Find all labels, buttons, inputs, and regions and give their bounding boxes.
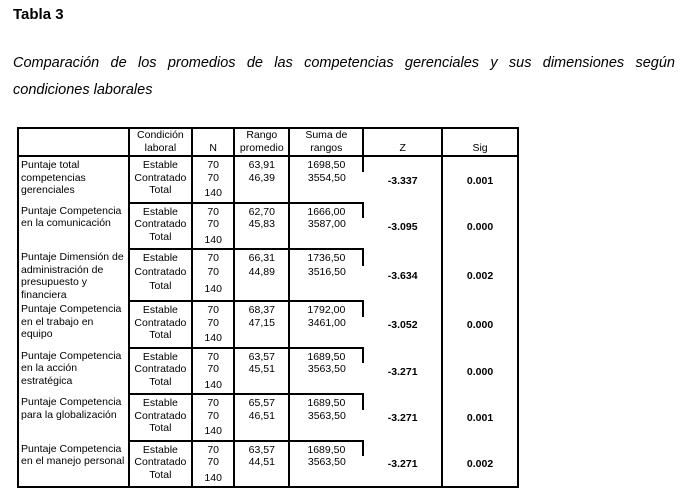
condition-cell: Total xyxy=(129,280,193,301)
rank-sum-cell: 1689,50 xyxy=(289,348,363,364)
results-table xyxy=(17,127,519,488)
z-value: -3.052 xyxy=(363,301,442,348)
condition-cell: Contratado xyxy=(129,363,193,376)
n-cell: 70 xyxy=(192,249,234,266)
condition-cell: Total xyxy=(129,184,193,203)
rank-sum-cell: 1689,50 xyxy=(289,394,363,410)
n-cell: 140 xyxy=(192,280,234,301)
table-row xyxy=(18,156,518,172)
table-row xyxy=(18,394,518,410)
table-row xyxy=(18,203,518,219)
n-cell: 70 xyxy=(192,348,234,364)
n-cell: 70 xyxy=(192,172,234,185)
rank-mean-cell: 68,37 xyxy=(234,301,289,317)
condition-cell: Estable xyxy=(129,301,193,317)
rank-sum-cell: 1792,00 xyxy=(289,301,363,317)
condition-cell: Estable xyxy=(129,249,193,266)
n-cell: 140 xyxy=(192,469,234,488)
rank-mean-cell: 66,31 xyxy=(234,249,289,266)
header-dimension xyxy=(18,128,129,156)
z-value: -3.337 xyxy=(363,156,442,203)
condition-cell: Contratado xyxy=(129,266,193,280)
n-cell: 70 xyxy=(192,203,234,219)
sig-value: 0.000 xyxy=(466,365,494,378)
condition-cell: Contratado xyxy=(129,317,193,330)
rank-mean-cell: 62,70 xyxy=(234,203,289,219)
condition-cell: Contratado xyxy=(129,456,193,469)
rank-mean-cell: 45,51 xyxy=(234,363,289,376)
n-cell: 70 xyxy=(192,410,234,423)
dimension-label: Puntaje total competencias gerenciales xyxy=(18,156,129,203)
rank-mean-cell: 44,51 xyxy=(234,456,289,469)
rank-sum-cell: 1736,50 xyxy=(289,249,363,266)
n-cell: 140 xyxy=(192,376,234,395)
header-z: Z xyxy=(363,128,442,156)
rank-sum-cell: 3516,50 xyxy=(307,266,346,279)
n-cell: 70 xyxy=(192,266,234,280)
rank-mean-cell: 63,57 xyxy=(234,348,289,364)
rank-sum-cell: 3563,50 xyxy=(307,363,346,375)
rank-sum-cell xyxy=(289,469,363,488)
n-cell: 70 xyxy=(192,441,234,457)
rank-sum-cell xyxy=(289,280,363,301)
rank-mean-cell xyxy=(234,184,289,203)
dimension-label: Puntaje Dimensión de administración de presupuesto y financiera xyxy=(18,249,129,301)
rank-sum-cell xyxy=(289,422,363,441)
n-cell: 70 xyxy=(192,317,234,330)
sig-value: 0.001 xyxy=(466,174,494,187)
rank-sum-cell xyxy=(289,231,363,250)
rank-mean-cell: 46,51 xyxy=(234,410,289,423)
rank-sum-cell: 3554,50 xyxy=(307,171,346,184)
rank-mean-cell: 63,57 xyxy=(234,441,289,457)
rank-sum-cell: 3563,50 xyxy=(307,456,346,468)
table-row xyxy=(18,348,518,364)
condition-cell: Contratado xyxy=(129,410,193,423)
header-row xyxy=(18,128,518,156)
z-value: -3.271 xyxy=(363,441,442,488)
rank-mean-cell: 63,91 xyxy=(234,156,289,172)
header-n: N xyxy=(192,128,234,156)
rank-mean-cell xyxy=(234,422,289,441)
condition-cell: Estable xyxy=(129,441,193,457)
dimension-label: Puntaje Competencia en el trabajo en equipo xyxy=(18,301,129,348)
sig-value: 0.000 xyxy=(466,319,494,331)
condition-cell: Estable xyxy=(129,156,193,172)
n-cell: 140 xyxy=(192,329,234,348)
rank-mean-cell xyxy=(234,329,289,348)
dimension-label: Puntaje Competencia en la acción estratégica xyxy=(18,348,129,395)
header-rank-sum: Suma de rangos xyxy=(289,128,363,156)
table-row xyxy=(18,441,518,457)
header-condition: Condición laboral xyxy=(129,128,193,156)
rank-mean-cell: 47,15 xyxy=(234,317,289,330)
rank-sum-cell: 3587,00 xyxy=(307,218,346,230)
table-body xyxy=(18,156,518,487)
n-cell: 70 xyxy=(192,363,234,376)
condition-cell: Estable xyxy=(129,394,193,410)
z-value: -3.271 xyxy=(363,394,442,441)
z-value: -3.634 xyxy=(363,249,442,301)
condition-cell: Contratado xyxy=(129,218,193,231)
rank-sum-cell: 1666,00 xyxy=(289,203,363,219)
table-row xyxy=(18,249,518,266)
n-cell: 70 xyxy=(192,301,234,317)
z-value: -3.095 xyxy=(363,203,442,250)
sig-value: 0.000 xyxy=(466,220,494,233)
n-cell: 140 xyxy=(192,231,234,250)
rank-mean-cell: 45,83 xyxy=(234,218,289,231)
n-cell: 140 xyxy=(192,184,234,203)
sig-value: 0.002 xyxy=(466,269,494,282)
n-cell: 140 xyxy=(192,422,234,441)
n-cell: 70 xyxy=(192,394,234,410)
rank-mean-cell xyxy=(234,231,289,250)
rank-mean-cell xyxy=(234,376,289,395)
condition-cell: Total xyxy=(129,469,193,488)
rank-sum-cell xyxy=(289,329,363,348)
condition-cell: Total xyxy=(129,329,193,348)
header-sig: Sig xyxy=(442,128,518,156)
rank-mean-cell: 46,39 xyxy=(234,172,289,185)
header-rank-mean: Rango promedio xyxy=(234,128,289,156)
dimension-label: Puntaje Competencia en el manejo personal xyxy=(18,441,129,488)
condition-cell: Total xyxy=(129,376,193,395)
rank-sum-cell: 3563,50 xyxy=(307,409,346,422)
condition-cell: Estable xyxy=(129,348,193,364)
condition-cell: Estable xyxy=(129,203,193,219)
rank-sum-cell: 1698,50 xyxy=(289,156,363,172)
table-title: Tabla 3 xyxy=(13,6,64,23)
z-value: -3.271 xyxy=(363,348,442,395)
rank-mean-cell: 44,89 xyxy=(234,266,289,280)
table-row xyxy=(18,301,518,317)
rank-sum-cell: 3461,00 xyxy=(307,316,346,329)
rank-mean-cell xyxy=(234,280,289,301)
n-cell: 70 xyxy=(192,456,234,469)
dimension-label: Puntaje Competencia en la comunicación xyxy=(18,203,129,250)
rank-sum-cell xyxy=(289,184,363,203)
condition-cell: Contratado xyxy=(129,172,193,185)
rank-mean-cell xyxy=(234,469,289,488)
condition-cell: Total xyxy=(129,422,193,441)
n-cell: 70 xyxy=(192,156,234,172)
table-caption: Comparación de los promedios de las competencias gerenciales y sus dimensiones según condiciones laborales xyxy=(13,55,675,98)
condition-cell: Total xyxy=(129,231,193,250)
sig-value: 0.002 xyxy=(466,458,494,470)
rank-sum-cell xyxy=(289,376,363,395)
sig-value: 0.001 xyxy=(466,412,494,424)
dimension-label: Puntaje Competencia para la globalización xyxy=(18,394,129,441)
n-cell: 70 xyxy=(192,218,234,231)
rank-sum-cell: 1689,50 xyxy=(289,441,363,457)
rank-mean-cell: 65,57 xyxy=(234,394,289,410)
